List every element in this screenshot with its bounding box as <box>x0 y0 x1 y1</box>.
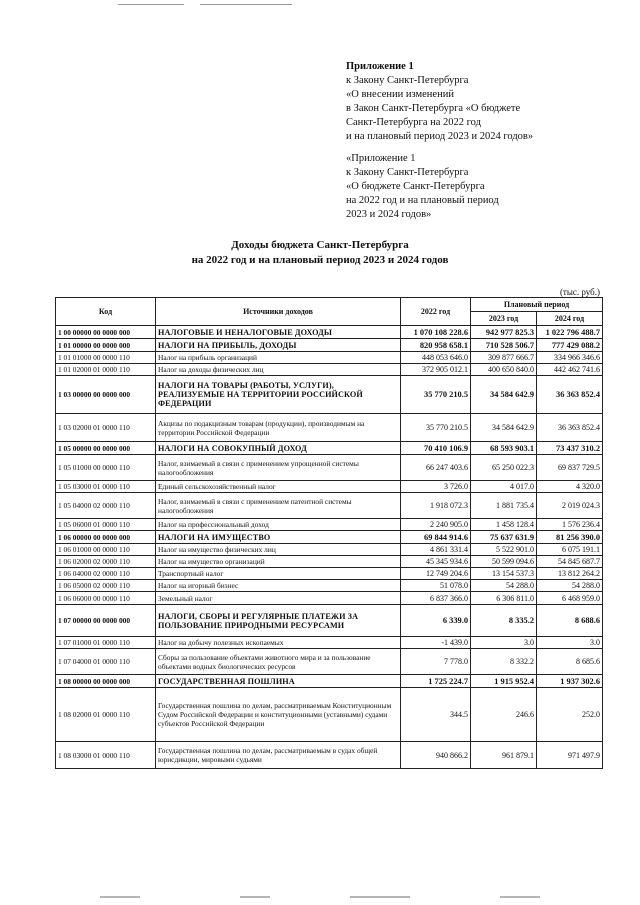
row-value-2023: 1 915 952.4 <box>471 675 537 688</box>
row-value-2024: 36 363 852.4 <box>537 376 603 414</box>
row-source-name: НАЛОГИ НА ПРИБЫЛЬ, ДОХОДЫ <box>156 339 401 352</box>
appendix2-line: «Приложение 1 <box>346 153 416 164</box>
row-code: 1 07 01000 01 0000 110 <box>56 637 156 649</box>
table-row <box>56 742 603 769</box>
unit-label: (тыс. руб.) <box>559 287 600 297</box>
row-value-2024: 2 019 024.3 <box>537 493 603 519</box>
row-value-2022: 2 240 905.0 <box>401 519 471 531</box>
table-row <box>56 544 603 556</box>
row-code: 1 05 04000 02 0000 110 <box>56 493 156 519</box>
row-value-2022: 35 770 210.5 <box>401 376 471 414</box>
row-value-2022: 344.5 <box>401 688 471 742</box>
row-code: 1 06 06000 00 0000 110 <box>56 592 156 605</box>
row-value-2023: 75 637 631.9 <box>471 531 537 544</box>
title-line: Доходы бюджета Санкт-Петербурга <box>231 239 409 251</box>
document-title <box>0 238 640 268</box>
scan-artifact-top <box>200 4 292 5</box>
row-value-2023: 8 335.2 <box>471 605 537 637</box>
appendix2-line: «О бюджете Санкт-Петербурга <box>346 181 485 192</box>
appendix-note-original <box>346 152 499 222</box>
row-value-2023: 961 879.1 <box>471 742 537 769</box>
row-value-2023: 34 584 642.9 <box>471 376 537 414</box>
row-source-name: Налог, взимаемый в связи с применением упрощенной системы налогообложения <box>156 455 401 481</box>
header-planned-period: Плановый период <box>471 298 603 312</box>
row-source-name: Государственная пошлина по делам, рассматриваемым в судах общей юрисдикции, мировыми судьями <box>156 742 401 769</box>
row-value-2022: 820 958 658.1 <box>401 339 471 352</box>
row-value-2023: 5 522 901.0 <box>471 544 537 556</box>
row-value-2024: 73 437 310.2 <box>537 442 603 455</box>
row-value-2024: 4 320.0 <box>537 481 603 493</box>
row-source-name: НАЛОГИ, СБОРЫ И РЕГУЛЯРНЫЕ ПЛАТЕЖИ ЗА ПОЛЬЗОВАНИЕ ПРИРОДНЫМИ РЕСУРСАМИ <box>156 605 401 637</box>
table-row <box>56 580 603 592</box>
row-code: 1 06 01000 00 0000 110 <box>56 544 156 556</box>
row-source-name: Налог, взимаемый в связи с применением патентной системы налогообложения <box>156 493 401 519</box>
row-value-2023: 309 877 666.7 <box>471 352 537 364</box>
row-value-2023: 1 458 128.4 <box>471 519 537 531</box>
row-value-2023: 68 593 903.1 <box>471 442 537 455</box>
row-code: 1 06 00000 00 0000 000 <box>56 531 156 544</box>
table-row <box>56 649 603 675</box>
appendix2-line: на 2022 год и на плановый период <box>346 195 499 206</box>
row-code: 1 07 04000 01 0000 110 <box>56 649 156 675</box>
row-value-2022: 4 861 331.4 <box>401 544 471 556</box>
scan-artifact-top <box>118 4 184 5</box>
budget-revenue-table <box>55 297 603 769</box>
table-row <box>56 481 603 493</box>
header-2024: 2024 год <box>537 312 603 326</box>
row-value-2022: 12 749 204.6 <box>401 568 471 580</box>
row-value-2023: 6 306 811.0 <box>471 592 537 605</box>
row-source-name: Налог на доходы физических лиц <box>156 364 401 376</box>
row-value-2024: 6 468 959.0 <box>537 592 603 605</box>
appendix1-line: в Закон Санкт-Петербурга «О бюджете <box>346 103 521 114</box>
row-source-name: Налог на имущество физических лиц <box>156 544 401 556</box>
row-source-name: Налог на имущество организаций <box>156 556 401 568</box>
row-source-name: Государственная пошлина по делам, рассматриваемым Конституционным Судом Российской Федерации и конституционными (уставными) судами субъектов Российской Федерации <box>156 688 401 742</box>
row-code: 1 06 02000 02 0000 110 <box>56 556 156 568</box>
table-row <box>56 519 603 531</box>
row-value-2023: 942 977 825.3 <box>471 326 537 339</box>
table-row <box>56 455 603 481</box>
row-value-2022: 3 726.0 <box>401 481 471 493</box>
row-value-2022: 69 844 914.6 <box>401 531 471 544</box>
row-code: 1 08 03000 01 0000 110 <box>56 742 156 769</box>
row-value-2022: 6 837 366.0 <box>401 592 471 605</box>
table-row <box>56 688 603 742</box>
row-code: 1 05 06000 01 0000 110 <box>56 519 156 531</box>
row-code: 1 06 04000 02 0000 110 <box>56 568 156 580</box>
scan-artifact-bottom <box>100 896 580 899</box>
appendix1-line: Приложение 1 <box>346 61 414 72</box>
row-value-2024: 54 845 687.7 <box>537 556 603 568</box>
table-row <box>56 592 603 605</box>
row-value-2022: 1 725 224.7 <box>401 675 471 688</box>
row-value-2024: 1 022 796 488.7 <box>537 326 603 339</box>
row-code: 1 03 00000 00 0000 000 <box>56 376 156 414</box>
row-value-2023: 13 154 537.3 <box>471 568 537 580</box>
appendix1-line: к Закону Санкт-Петербурга <box>346 75 469 86</box>
row-code: 1 01 00000 00 0000 000 <box>56 339 156 352</box>
row-value-2023: 54 288.0 <box>471 580 537 592</box>
header-2022: 2022 год <box>401 298 471 326</box>
appendix2-line: 2023 и 2024 годов» <box>346 209 432 220</box>
row-source-name: Земельный налог <box>156 592 401 605</box>
row-value-2024: 971 497.9 <box>537 742 603 769</box>
row-code: 1 08 00000 00 0000 000 <box>56 675 156 688</box>
row-code: 1 07 00000 00 0000 000 <box>56 605 156 637</box>
row-value-2022: 1 070 108 228.6 <box>401 326 471 339</box>
table-row <box>56 531 603 544</box>
table-row <box>56 605 603 637</box>
row-value-2024: 334 966 346.6 <box>537 352 603 364</box>
row-code: 1 08 02000 01 0000 110 <box>56 688 156 742</box>
row-value-2023: 4 017.0 <box>471 481 537 493</box>
row-value-2024: 6 075 191.1 <box>537 544 603 556</box>
table-row <box>56 637 603 649</box>
row-code: 1 05 00000 00 0000 000 <box>56 442 156 455</box>
row-code: 1 05 03000 01 0000 110 <box>56 481 156 493</box>
row-code: 1 06 05000 02 0000 110 <box>56 580 156 592</box>
table-row <box>56 339 603 352</box>
row-value-2022: -1 439.0 <box>401 637 471 649</box>
table-row <box>56 493 603 519</box>
row-source-name: Транспортный налог <box>156 568 401 580</box>
row-value-2022: 6 339.0 <box>401 605 471 637</box>
row-value-2024: 442 462 741.6 <box>537 364 603 376</box>
table-row <box>56 376 603 414</box>
row-value-2024: 1 937 302.6 <box>537 675 603 688</box>
row-value-2024: 13 812 264.2 <box>537 568 603 580</box>
row-source-name: Акцизы по подакцизным товарам (продукции), производимым на территории Российской Федерации <box>156 414 401 442</box>
header-source: Источники доходов <box>156 298 401 326</box>
row-source-name: Единый сельскохозяйственный налог <box>156 481 401 493</box>
row-code: 1 01 01000 00 0000 110 <box>56 352 156 364</box>
row-value-2022: 45 345 934.6 <box>401 556 471 568</box>
row-value-2024: 54 288.0 <box>537 580 603 592</box>
row-value-2024: 3.0 <box>537 637 603 649</box>
row-value-2022: 66 247 403.6 <box>401 455 471 481</box>
title-line: на 2022 год и на плановый период 2023 и 2024 годов <box>191 254 449 266</box>
row-source-name: Налог на прибыль организаций <box>156 352 401 364</box>
row-value-2024: 1 576 236.4 <box>537 519 603 531</box>
row-source-name: НАЛОГИ НА ТОВАРЫ (РАБОТЫ, УСЛУГИ), РЕАЛИЗУЕМЫЕ НА ТЕРРИТОРИИ РОССИЙСКОЙ ФЕДЕРАЦИИ <box>156 376 401 414</box>
row-value-2023: 34 584 642.9 <box>471 414 537 442</box>
row-value-2024: 36 363 852.4 <box>537 414 603 442</box>
row-value-2023: 710 528 506.7 <box>471 339 537 352</box>
row-value-2024: 69 837 729.5 <box>537 455 603 481</box>
row-value-2024: 8 685.6 <box>537 649 603 675</box>
row-source-name: НАЛОГИ НА ИМУЩЕСТВО <box>156 531 401 544</box>
row-source-name: Сборы за пользование объектами животного мира и за пользование объектами водных биологических ресурсов <box>156 649 401 675</box>
row-value-2023: 1 881 735.4 <box>471 493 537 519</box>
table-row <box>56 442 603 455</box>
appendix-note-amendment <box>346 60 533 144</box>
row-value-2023: 400 650 840.0 <box>471 364 537 376</box>
row-value-2022: 940 866.2 <box>401 742 471 769</box>
row-value-2022: 372 905 012.1 <box>401 364 471 376</box>
table-row <box>56 675 603 688</box>
table-row <box>56 568 603 580</box>
row-value-2024: 777 429 088.2 <box>537 339 603 352</box>
row-value-2023: 8 332.2 <box>471 649 537 675</box>
row-value-2022: 35 770 210.5 <box>401 414 471 442</box>
row-code: 1 03 02000 01 0000 110 <box>56 414 156 442</box>
row-source-name: ГОСУДАРСТВЕННАЯ ПОШЛИНА <box>156 675 401 688</box>
table-row <box>56 352 603 364</box>
row-value-2022: 70 410 106.9 <box>401 442 471 455</box>
appendix2-line: к Закону Санкт-Петербурга <box>346 167 469 178</box>
appendix1-line: и на плановый период 2023 и 2024 годов» <box>346 131 534 142</box>
row-value-2024: 252.0 <box>537 688 603 742</box>
table-row <box>56 364 603 376</box>
row-source-name: Налог на профессиональный доход <box>156 519 401 531</box>
table-row <box>56 556 603 568</box>
row-code: 1 01 02000 01 0000 110 <box>56 364 156 376</box>
row-value-2024: 8 688.6 <box>537 605 603 637</box>
row-value-2023: 50 599 094.6 <box>471 556 537 568</box>
row-source-name: НАЛОГОВЫЕ И НЕНАЛОГОВЫЕ ДОХОДЫ <box>156 326 401 339</box>
table-row <box>56 326 603 339</box>
row-value-2023: 65 250 022.3 <box>471 455 537 481</box>
appendix1-line: «О внесении изменений <box>346 89 454 100</box>
row-value-2023: 3.0 <box>471 637 537 649</box>
header-code: Код <box>56 298 156 326</box>
row-value-2022: 448 053 646.0 <box>401 352 471 364</box>
row-value-2022: 7 778.0 <box>401 649 471 675</box>
row-value-2023: 246.6 <box>471 688 537 742</box>
row-value-2022: 51 078.0 <box>401 580 471 592</box>
table-row <box>56 414 603 442</box>
row-source-name: Налог на добычу полезных ископаемых <box>156 637 401 649</box>
appendix1-line: Санкт-Петербурга на 2022 год <box>346 117 481 128</box>
row-source-name: Налог на игорный бизнес <box>156 580 401 592</box>
header-2023: 2023 год <box>471 312 537 326</box>
row-value-2022: 1 918 072.3 <box>401 493 471 519</box>
row-code: 1 05 01000 00 0000 110 <box>56 455 156 481</box>
row-value-2024: 81 256 390.0 <box>537 531 603 544</box>
row-source-name: НАЛОГИ НА СОВОКУПНЫЙ ДОХОД <box>156 442 401 455</box>
row-code: 1 00 00000 00 0000 000 <box>56 326 156 339</box>
